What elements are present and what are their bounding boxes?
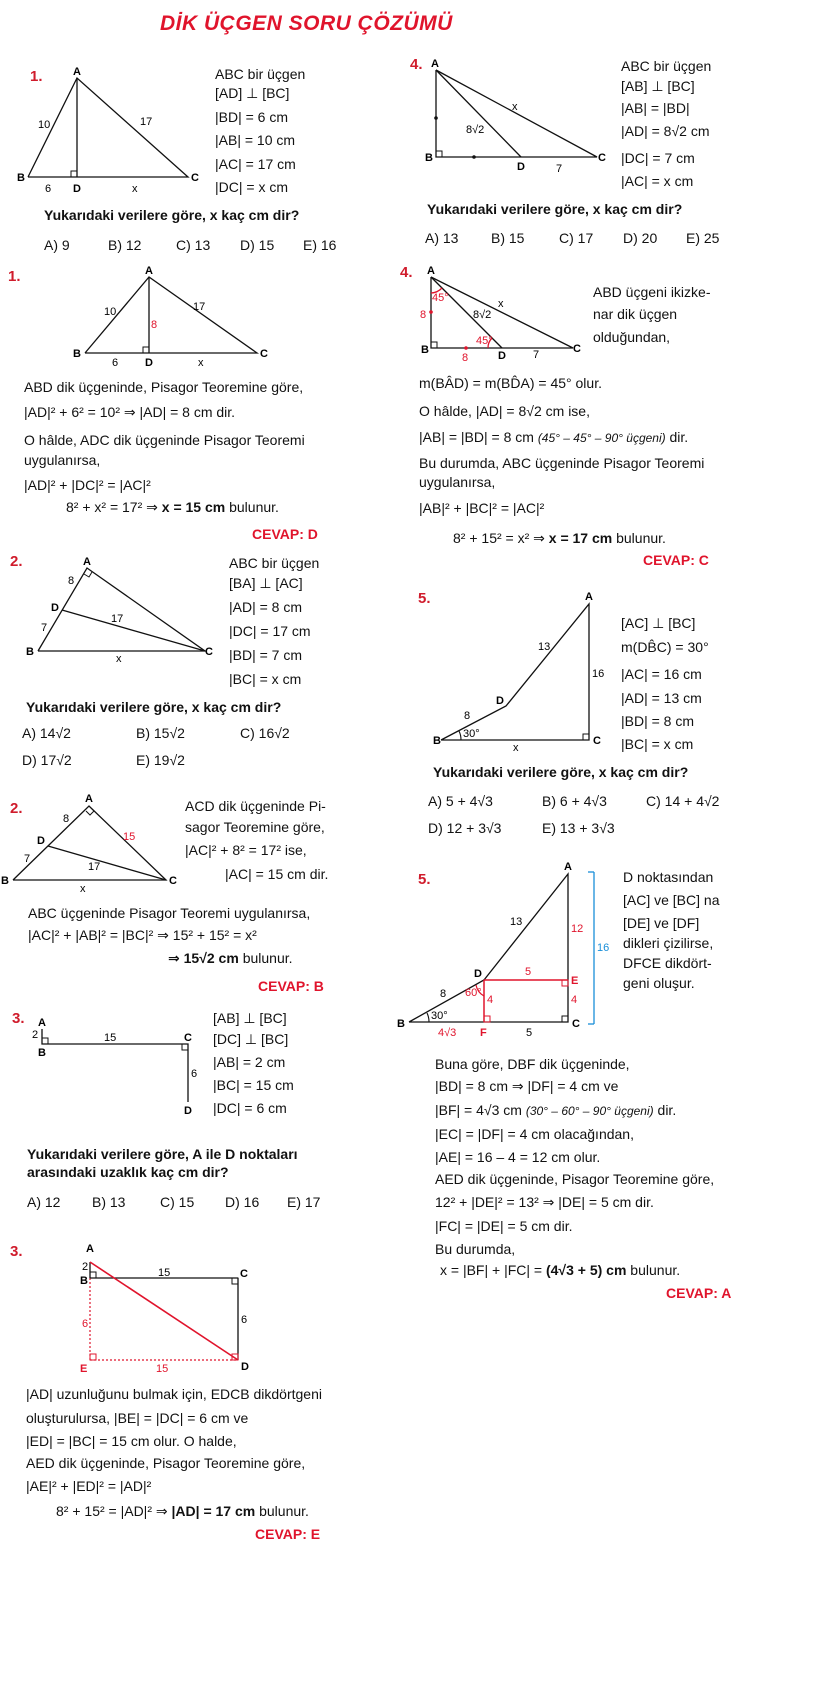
s3-label-2: 2 bbox=[82, 1261, 89, 1273]
s1-label-10: 10 bbox=[104, 306, 117, 318]
q2-given-4: |DC| = 17 cm bbox=[229, 623, 311, 639]
s4-label-8-left: 8 bbox=[420, 309, 427, 321]
q4-option-b: B) 15 bbox=[491, 230, 525, 246]
s1-label-x: x bbox=[198, 357, 204, 369]
q5-point-b: B bbox=[433, 735, 441, 747]
q3-point-d: D bbox=[184, 1105, 192, 1117]
s3-line-6 bbox=[56, 1503, 309, 1520]
s3-line-5: |AE|² + |ED|² = |AD|² bbox=[26, 1478, 152, 1494]
q3-option-c: C) 15 bbox=[160, 1194, 195, 1210]
s3-result: |AD| = 17 cm bbox=[171, 1503, 256, 1519]
s2-bulunur: bulunur. bbox=[242, 950, 293, 966]
s5-side-2: [AC] ve [BC] na bbox=[623, 892, 720, 908]
q3-point-c: C bbox=[184, 1032, 192, 1044]
q1-given-3: |BD| = 6 cm bbox=[215, 109, 289, 125]
q3-point-b: B bbox=[38, 1047, 46, 1059]
s4-bulunur: bulunur. bbox=[616, 530, 666, 546]
q1-label-x: x bbox=[132, 183, 138, 195]
s2-result: ⇒ 15√2 cm bbox=[168, 950, 239, 966]
q1-option-c: C) 13 bbox=[176, 237, 211, 253]
s5-line-3 bbox=[435, 1102, 676, 1120]
q2-given-3: |AD| = 8 cm bbox=[229, 599, 303, 615]
q2-option-e: E) 19√2 bbox=[136, 752, 185, 768]
s1-line-5: |AD|² + |DC|² = |AC|² bbox=[24, 477, 151, 493]
s4-line-2: O hâlde, |AD| = 8√2 cm ise, bbox=[419, 403, 590, 419]
s5-angle-30: 30° bbox=[431, 1010, 448, 1022]
s3-label-15-red: 15 bbox=[156, 1363, 169, 1375]
s1-point-b: B bbox=[73, 348, 81, 360]
s5-label-13: 13 bbox=[510, 916, 523, 928]
s4-side-3: olduğundan, bbox=[593, 329, 671, 345]
q4-given-2: [AB] ⊥ [BC] bbox=[621, 78, 695, 94]
s1-label-6: 6 bbox=[112, 357, 119, 369]
q4-point-b: B bbox=[425, 152, 433, 164]
s5-line-1: Buna göre, DBF dik üçgeninde, bbox=[435, 1056, 630, 1072]
s5-line-6: AED dik üçgeninde, Pisagor Teoremine göre, bbox=[435, 1171, 715, 1187]
q4-given-6: |AC| = x cm bbox=[621, 173, 694, 189]
q5-option-a: A) 5 + 4√3 bbox=[428, 793, 493, 809]
q1-question: Yukarıdaki verilere göre, x kaç cm dir? bbox=[44, 207, 300, 223]
q4-question: Yukarıdaki verilere göre, x kaç cm dir? bbox=[427, 201, 683, 217]
q1-option-a: A) 9 bbox=[44, 237, 70, 253]
s1-number: 1. bbox=[8, 268, 21, 285]
s3-point-b: B bbox=[80, 1275, 88, 1287]
s5-angle-60: 60° bbox=[465, 987, 482, 999]
s2-label-15: 15 bbox=[123, 831, 136, 843]
q3-given-1: [AB] ⊥ [BC] bbox=[213, 1010, 287, 1026]
s5-eq: |BF| = 4√3 cm bbox=[435, 1102, 526, 1118]
s4-dir: dir. bbox=[665, 429, 689, 445]
s1-point-c: C bbox=[260, 348, 268, 360]
q4-given-1: ABC bir üçgen bbox=[621, 58, 712, 74]
s3-point-a: A bbox=[86, 1243, 94, 1255]
q5-point-c: C bbox=[593, 735, 601, 747]
q4-option-c: C) 17 bbox=[559, 230, 594, 246]
s2-line-5: ABC üçgeninde Pisagor Teoremi uygulanırsa, bbox=[28, 905, 311, 921]
q2-label-17: 17 bbox=[111, 613, 124, 625]
s5-bulunur: bulunur. bbox=[626, 1262, 681, 1278]
s4-line-6: |AB|² + |BC|² = |AC|² bbox=[419, 500, 545, 516]
s3-line-1: |AD| uzunluğunu bulmak için, EDCB dikdörtgeni bbox=[26, 1386, 322, 1402]
s5-side-3: [DE] ve [DF] bbox=[623, 915, 700, 931]
s1-label-17: 17 bbox=[193, 301, 206, 313]
s5-label-4-left: 4 bbox=[487, 994, 494, 1006]
q4-given-5: |DC| = 7 cm bbox=[621, 150, 695, 166]
s5-dir: dir. bbox=[653, 1102, 677, 1118]
q1-label-17: 17 bbox=[140, 116, 153, 128]
s5-line-7: 12² + |DE|² = 13² ⇒ |DE| = 5 cm dir. bbox=[435, 1194, 654, 1210]
s5-result: (4√3 + 5) cm bbox=[545, 1262, 627, 1278]
s5-side-6: geni oluşur. bbox=[623, 975, 695, 991]
s1-bulunur: bulunur. bbox=[229, 499, 279, 515]
q1-label-10: 10 bbox=[38, 119, 51, 131]
q2-given-5: |BD| = 7 cm bbox=[229, 647, 303, 663]
q5-option-e: E) 13 + 3√3 bbox=[542, 820, 615, 836]
s4-point-d: D bbox=[498, 350, 506, 362]
s5-line-9: Bu durumda, bbox=[435, 1241, 516, 1257]
q5-given-4: |AD| = 13 cm bbox=[621, 690, 702, 706]
s2-point-a: A bbox=[85, 793, 93, 805]
s5-label-4r3: 4√3 bbox=[438, 1027, 457, 1039]
page-title: DİK ÜÇGEN SORU ÇÖZÜMÜ bbox=[160, 12, 453, 35]
q3-given-3: |AB| = 2 cm bbox=[213, 1054, 286, 1070]
s3-label-6-red: 6 bbox=[82, 1318, 89, 1330]
s1-line-1: ABD dik üçgeninde, Pisagor Teoremine göre, bbox=[24, 379, 304, 395]
s3-bulunur: bulunur. bbox=[259, 1503, 309, 1519]
s3-number: 3. bbox=[10, 1243, 23, 1260]
q3-label-6: 6 bbox=[191, 1068, 198, 1080]
q3-question-1: Yukarıdaki verilere göre, A ile D noktaları bbox=[27, 1146, 298, 1162]
s1-line-4: uygulanırsa, bbox=[24, 452, 101, 468]
s3-line-3: |ED| = |BC| = 15 cm olur. O halde, bbox=[26, 1433, 237, 1449]
q5-point-a: A bbox=[585, 591, 593, 603]
q2-given-1: ABC bir üçgen bbox=[229, 555, 320, 571]
s5-point-d: D bbox=[474, 968, 482, 980]
q4-option-d: D) 20 bbox=[623, 230, 658, 246]
q5-label-16: 16 bbox=[592, 668, 605, 680]
q1-given-5: |AC| = 17 cm bbox=[215, 156, 296, 172]
s4-line-5: uygulanırsa, bbox=[419, 474, 496, 490]
s5-point-a: A bbox=[564, 861, 572, 873]
s2-line-2: sagor Teoremine göre, bbox=[185, 819, 325, 835]
s3-label-15: 15 bbox=[158, 1267, 171, 1279]
q4-number: 4. bbox=[410, 56, 423, 73]
q2-point-b: B bbox=[26, 646, 34, 658]
q2-given-6: |BC| = x cm bbox=[229, 671, 302, 687]
q5-option-c: C) 14 + 4√2 bbox=[646, 793, 720, 809]
s2-point-d: D bbox=[37, 835, 45, 847]
q2-label-7: 7 bbox=[41, 622, 48, 634]
q1-label-6: 6 bbox=[45, 183, 52, 195]
q1-given-2: [AD] ⊥ [BC] bbox=[215, 85, 290, 101]
q2-option-d: D) 17√2 bbox=[22, 752, 72, 768]
q3-option-d: D) 16 bbox=[225, 1194, 260, 1210]
q2-label-x: x bbox=[116, 653, 122, 665]
q2-point-a: A bbox=[83, 556, 91, 568]
s4-label-8r2: 8√2 bbox=[473, 309, 492, 321]
q5-option-b: B) 6 + 4√3 bbox=[542, 793, 607, 809]
q1-point-a: A bbox=[73, 66, 81, 78]
q3-option-a: A) 12 bbox=[27, 1194, 61, 1210]
q5-given-5: |BD| = 8 cm bbox=[621, 713, 695, 729]
q3-given-2: [DC] ⊥ [BC] bbox=[213, 1031, 289, 1047]
s5-point-b: B bbox=[397, 1018, 405, 1030]
q3-option-b: B) 13 bbox=[92, 1194, 126, 1210]
s5-point-c: C bbox=[572, 1018, 580, 1030]
s5-label-5-top: 5 bbox=[525, 966, 532, 978]
s1-point-a: A bbox=[145, 265, 153, 277]
s3-eq: 8² + 15² = |AD|² ⇒ bbox=[56, 1503, 172, 1519]
q5-given-2: m(DB̂C) = 30° bbox=[621, 639, 709, 655]
q5-angle-30: 30° bbox=[463, 728, 480, 740]
s4-label-8-bottom: 8 bbox=[462, 352, 469, 364]
q1-number: 1. bbox=[30, 68, 43, 85]
q2-label-8: 8 bbox=[68, 575, 75, 587]
s2-line-4: |AC| = 15 cm dir. bbox=[225, 866, 329, 882]
s5-line-4: |EC| = |DF| = 4 cm olacağından, bbox=[435, 1126, 634, 1142]
s5-label-16: 16 bbox=[597, 942, 610, 954]
s2-label-7: 7 bbox=[24, 853, 31, 865]
s2-label-x: x bbox=[80, 883, 86, 895]
s1-line-2: |AD|² + 6² = 10² ⇒ |AD| = 8 cm dir. bbox=[24, 404, 236, 420]
q5-given-6: |BC| = x cm bbox=[621, 736, 694, 752]
s5-note: (30° – 60° – 90° üçgeni) bbox=[525, 1104, 654, 1118]
s5-side-5: DFCE dikdört- bbox=[623, 955, 712, 971]
q3-given-5: |DC| = 6 cm bbox=[213, 1100, 287, 1116]
s5-line-2: |BD| = 8 cm ⇒ |DF| = 4 cm ve bbox=[435, 1078, 619, 1094]
s3-point-e: E bbox=[80, 1363, 88, 1375]
q1-point-d: D bbox=[73, 183, 81, 195]
q2-option-b: B) 15√2 bbox=[136, 725, 185, 741]
s4-side-2: nar dik üçgen bbox=[593, 306, 678, 322]
s3-answer: CEVAP: E bbox=[255, 1526, 321, 1542]
q3-option-e: E) 17 bbox=[287, 1194, 321, 1210]
s4-point-c: C bbox=[573, 343, 581, 355]
q4-option-a: A) 13 bbox=[425, 230, 459, 246]
q4-point-d: D bbox=[517, 161, 525, 173]
s4-note: (45° – 45° – 90° üçgeni) bbox=[537, 431, 666, 445]
s4-line-4: Bu durumda, ABC üçgeninde Pisagor Teoremi bbox=[419, 455, 705, 471]
q3-question-2: arasındaki uzaklık kaç cm dir? bbox=[27, 1164, 229, 1180]
s4-result: x = 17 cm bbox=[548, 530, 613, 546]
s4-point-a: A bbox=[427, 265, 435, 277]
s5-number: 5. bbox=[418, 871, 431, 888]
q3-label-2: 2 bbox=[32, 1029, 39, 1041]
q4-label-x: x bbox=[512, 101, 518, 113]
q1-given-6: |DC| = x cm bbox=[215, 179, 289, 195]
s2-answer: CEVAP: B bbox=[258, 978, 324, 994]
s4-label-7: 7 bbox=[533, 349, 540, 361]
s5-point-f: F bbox=[480, 1027, 487, 1039]
q1-given-4: |AB| = 10 cm bbox=[215, 132, 296, 148]
s5-point-e: E bbox=[571, 975, 579, 987]
s3-line-4: AED dik üçgeninde, Pisagor Teoremine göre, bbox=[26, 1455, 306, 1471]
s1-label-8: 8 bbox=[151, 319, 158, 331]
q3-label-15: 15 bbox=[104, 1032, 117, 1044]
q1-point-c: C bbox=[191, 172, 199, 184]
s3-point-d: D bbox=[241, 1361, 249, 1373]
s5-line-10 bbox=[440, 1262, 680, 1279]
q4-point-c: C bbox=[598, 152, 606, 164]
s5-label-4-right: 4 bbox=[571, 994, 578, 1006]
s5-line-8: |FC| = |DE| = 5 cm dir. bbox=[435, 1218, 573, 1234]
s2-line-1: ACD dik üçgeninde Pi- bbox=[185, 798, 326, 814]
s5-side-4: dikleri çizilirse, bbox=[623, 935, 714, 951]
s5-answer: CEVAP: A bbox=[666, 1285, 732, 1301]
q2-option-c: C) 16√2 bbox=[240, 725, 290, 741]
q2-option-a: A) 14√2 bbox=[22, 725, 71, 741]
s2-label-8: 8 bbox=[63, 813, 70, 825]
q2-question: Yukarıdaki verilere göre, x kaç cm dir? bbox=[26, 699, 282, 715]
q5-question: Yukarıdaki verilere göre, x kaç cm dir? bbox=[433, 764, 689, 780]
s5-eq2: x = |BF| + |FC| = bbox=[440, 1262, 546, 1278]
q5-given-3: |AC| = 16 cm bbox=[621, 666, 702, 682]
s2-number: 2. bbox=[10, 800, 23, 817]
s4-line-1: m(BÂD) = m(BD̂A) = 45° olur. bbox=[419, 375, 602, 391]
s1-line-3: O hâlde, ADC dik üçgeninde Pisagor Teoremi bbox=[24, 432, 305, 448]
s5-label-12: 12 bbox=[571, 923, 584, 935]
q4-point-a: A bbox=[431, 58, 439, 70]
q4-option-e: E) 25 bbox=[686, 230, 720, 246]
q5-point-d: D bbox=[496, 695, 504, 707]
s4-eq: |AB| = |BD| = 8 cm bbox=[419, 429, 538, 445]
q1-option-d: D) 15 bbox=[240, 237, 275, 253]
s4-point-b: B bbox=[421, 344, 429, 356]
s1-eq: 8² + x² = 17² ⇒ bbox=[66, 499, 162, 515]
s4-angle-a: 45° bbox=[432, 292, 449, 304]
q5-given-1: [AC] ⊥ [BC] bbox=[621, 615, 696, 631]
q1-option-e: E) 16 bbox=[303, 237, 337, 253]
s3-point-c: C bbox=[240, 1268, 248, 1280]
q4-given-4: |AD| = 8√2 cm bbox=[621, 123, 710, 139]
q5-label-13: 13 bbox=[538, 641, 551, 653]
s3-label-6: 6 bbox=[241, 1314, 248, 1326]
q2-number: 2. bbox=[10, 553, 23, 570]
s2-label-17: 17 bbox=[88, 861, 101, 873]
q2-given-2: [BA] ⊥ [AC] bbox=[229, 575, 303, 591]
q1-point-b: B bbox=[17, 172, 25, 184]
s2-line-6: |AC|² + |AB|² = |BC|² ⇒ 15² + 15² = x² bbox=[28, 927, 257, 943]
q5-label-x: x bbox=[513, 742, 519, 754]
s4-side-1: ABD üçgeni ikizke- bbox=[593, 284, 711, 300]
q4-label-7: 7 bbox=[556, 163, 563, 175]
s4-angle-d: 45° bbox=[476, 335, 493, 347]
s2-point-b: B bbox=[1, 875, 9, 887]
q1-given-1: ABC bir üçgen bbox=[215, 66, 306, 82]
s1-point-d: D bbox=[145, 357, 153, 369]
q5-number: 5. bbox=[418, 590, 431, 607]
q5-option-d: D) 12 + 3√3 bbox=[428, 820, 502, 836]
s5-label-5-bottom: 5 bbox=[526, 1027, 533, 1039]
s4-answer: CEVAP: C bbox=[643, 552, 709, 568]
s3-line-2: oluşturulursa, |BE| = |DC| = 6 cm ve bbox=[26, 1410, 249, 1426]
q3-given-4: |BC| = 15 cm bbox=[213, 1077, 294, 1093]
q4-label-8r2: 8√2 bbox=[466, 124, 485, 136]
q1-option-b: B) 12 bbox=[108, 237, 142, 253]
s2-line-3: |AC|² + 8² = 17² ise, bbox=[185, 842, 307, 858]
s2-point-c: C bbox=[169, 875, 177, 887]
s1-result: x = 15 cm bbox=[161, 499, 226, 515]
q5-label-8: 8 bbox=[464, 710, 471, 722]
s4-label-x: x bbox=[498, 298, 504, 310]
q3-number: 3. bbox=[12, 1010, 25, 1027]
q2-point-d: D bbox=[51, 602, 59, 614]
s4-number: 4. bbox=[400, 264, 413, 281]
s5-side-1: D noktasından bbox=[623, 869, 714, 885]
q3-point-a: A bbox=[38, 1017, 46, 1029]
s5-figure bbox=[0, 0, 620, 1045]
s4-eq2: 8² + 15² = x² ⇒ bbox=[453, 530, 549, 546]
q2-point-c: C bbox=[205, 646, 213, 658]
q4-given-3: |AB| = |BD| bbox=[621, 100, 690, 116]
s5-line-5: |AE| = 16 – 4 = 12 cm olur. bbox=[435, 1149, 601, 1165]
s5-label-8: 8 bbox=[440, 988, 447, 1000]
s1-answer: CEVAP: D bbox=[252, 526, 318, 542]
